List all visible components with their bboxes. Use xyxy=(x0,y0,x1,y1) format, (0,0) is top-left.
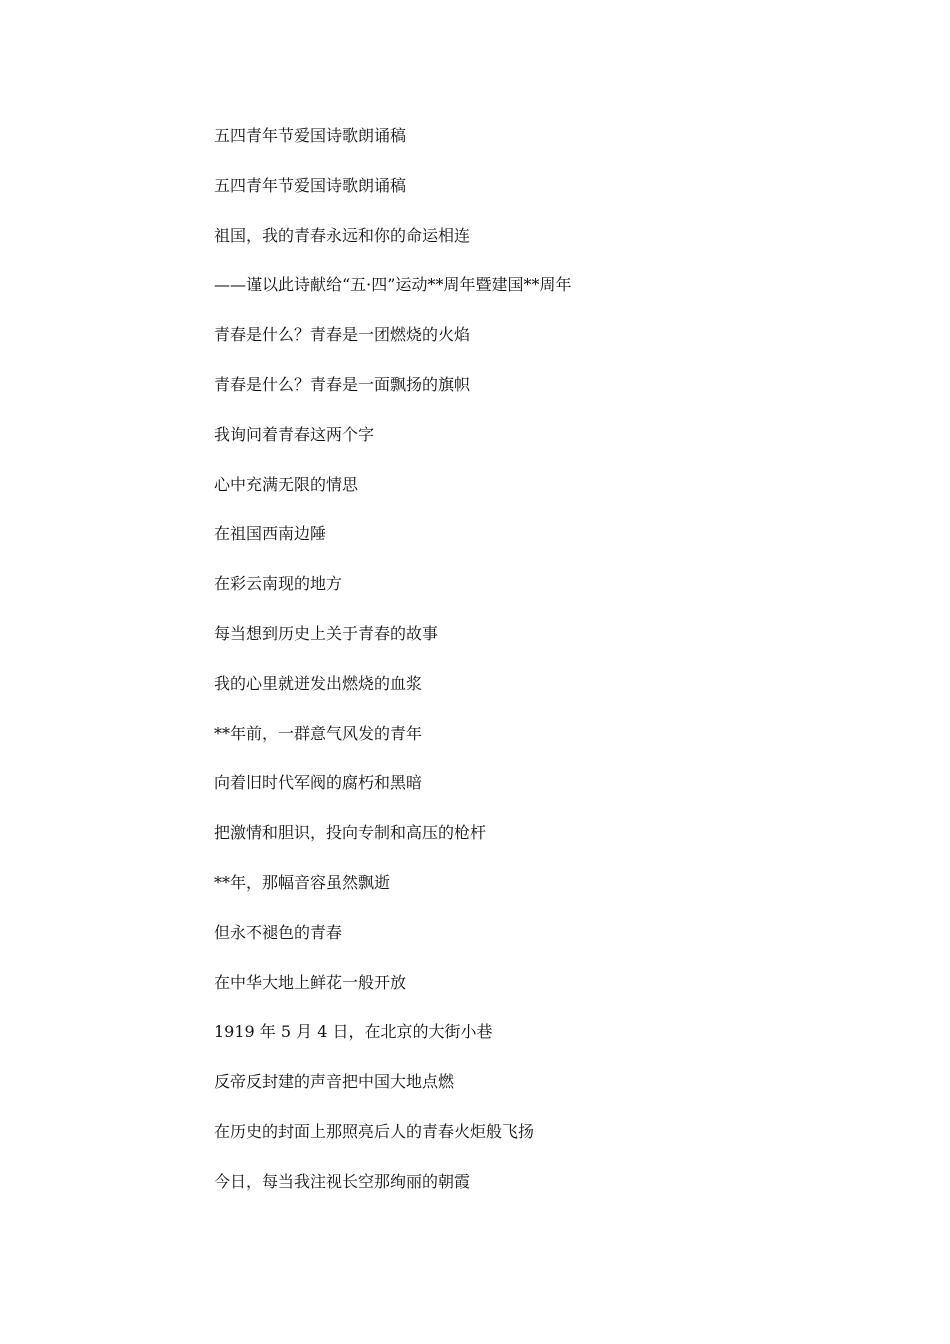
document-title: 五四青年节爱国诗歌朗诵稿 xyxy=(214,126,407,145)
poem-text xyxy=(214,124,571,1220)
poem-line: 在历史的封面上那照亮后人的青春火炬般飞扬 xyxy=(214,1121,535,1141)
poem-subtitle: 祖国，我的青春永远和你的命运相连 xyxy=(214,225,471,245)
poem-line: 反帝反封建的声音把中国大地点燃 xyxy=(214,1072,455,1092)
poem-line: 我的心里就迸发出燃烧的血浆 xyxy=(214,673,423,693)
poem-title: 五四青年节爱国诗歌朗诵稿 xyxy=(214,175,407,195)
poem-line: 向着旧时代军阀的腐朽和黑暗 xyxy=(214,773,423,793)
poem-line: **年前，一群意气风发的青年 xyxy=(214,723,423,743)
poem-line: 今日，每当我注视长空那绚丽的朝霞 xyxy=(214,1171,471,1191)
poem-line: 在彩云南现的地方 xyxy=(214,574,343,594)
poem-line: 在祖国西南边陲 xyxy=(214,524,327,544)
poem-dedication: ——谨以此诗献给“五·四”运动**周年暨建国**周年 xyxy=(214,275,572,295)
poem-line: 心中充满无限的情思 xyxy=(214,474,359,494)
poem-line: 青春是什么？青春是一团燃烧的火焰 xyxy=(214,325,471,345)
poem-line: 把激情和胆识，投向专制和高压的枪杆 xyxy=(214,823,487,843)
poem-line: 青春是什么？青春是一面飘扬的旗帜 xyxy=(214,374,471,394)
poem-line: 在中华大地上鲜花一般开放 xyxy=(214,972,407,992)
poem-line: 我询问着青春这两个字 xyxy=(214,424,375,444)
poem-line: **年，那幅音容虽然飘逝 xyxy=(214,872,391,892)
poem-line: 每当想到历史上关于青春的故事 xyxy=(214,623,439,643)
poem-line: 但永不褪色的青春 xyxy=(214,922,343,942)
poem-line: 1919 年 5 月 4 日，在北京的大街小巷 xyxy=(214,1022,493,1042)
